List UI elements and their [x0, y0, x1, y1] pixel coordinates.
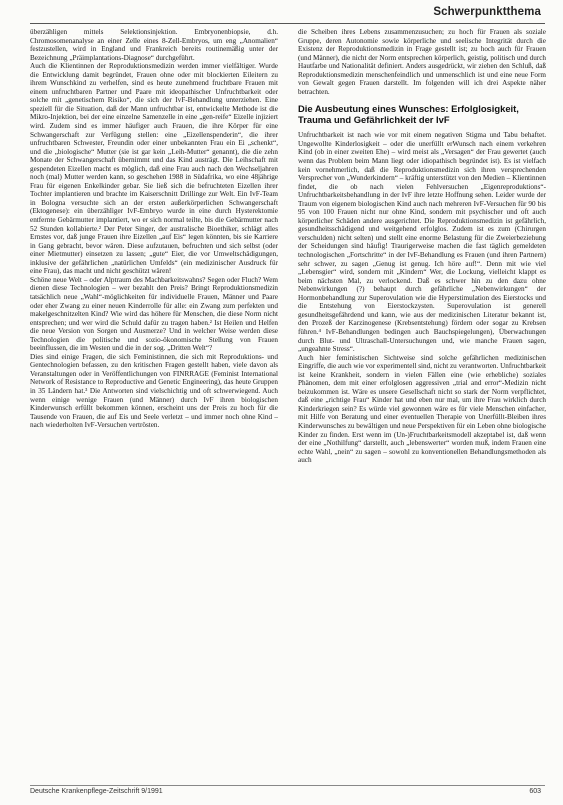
page-number: 603	[529, 788, 541, 795]
journal-citation: Deutsche Krankenpflege-Zeitschrift 9/1991	[30, 788, 163, 795]
right-text-column	[298, 28, 546, 465]
header-divider	[30, 23, 545, 24]
body-paragraph: die Scheiben ihres Lebens zusammenzusuchen; zu hoch für Frauen als soziale Gruppe, deren Autonomie sowie körperliche und seelische Integrität durch die Existenz der Reproduktionsmedizin in Frage gestellt ist; zu hoch auch für Frauen (und Männer), die nicht der Norm entsprechen körperlich, geistig, politisch und durch Hautfarbe und Nationalität definiert. Anders ausgedrückt, wir ziehen den Schluß, daß Reproduktionsmedizin menschenfeindlich und unmenschlich ist und eine neue Form von Gewalt gegen Frauen darstellt. Im folgenden will ich drei Aspekte näher betrachten.	[298, 28, 546, 96]
footer-divider	[30, 785, 545, 786]
body-paragraph: Dies sind einige Fragen, die sich Feministinnen, die sich mit Reproduktions- und Gentechnologien befassen, zu den kritischen Fragen gestellt haben, viele davon als Veranstaltungen oder in Veröffentlichungen von FINRRAGE (Feminist International Network of Resistance to Reproductive and Genetic Engineering), das heute Gruppen in 35 Ländern hat.³ Die Antworten sind vielschichtig und oft schwerwiegend. Auch wenn einige wenige Frauen (und Männer) durch IvF ihren biologischen Kinderwunsch erfüllt bekommen können, erscheint uns der Preis zu hoch für die Tausende von Frauen, die auf Eis und Seele verletzt – und immer noch ohne Kind – nach wiederholten IvF-Versuchen vertrösten.	[30, 352, 278, 430]
body-paragraph: Auch hier feministischen Sichtweise sind solche gefährlichen medizinischen Eingriffe, die auch wie vor experimentell sind, nicht zu verantworten. Unfruchtbarkeit ist keine Krankheit, sondern in vielen Fällen eine (wie erhebliche) soziales Phänomen, dem mit einer erfolglosen aggressiven „trial and error“-Medizin nicht beizukommen ist. Wäre es unsere Gesellschaft nicht so stark der Norm verpflichtet, daß eine „richtige Frau“ Kinder hat und eben nur mal, um ihre Frau wirklich durch Kinderkriegen sein? Es würde viel gewonnen wäre es für viele Menschen einfacher, mit Hilfe von Beratung und einer eventuellen Therapie von Unerfüllt-Bleiben ihres Kinderwunsches zu bewältigen und neue Perspektiven für ein Leben ohne biologische Kinder zu finden. Erst wenn im (Un-)Fruchtbarkeitsmodell akzeptabel ist, daß wenn der eine „Nothilfung“ darstellt, auch „lebenswerter“ worden muß, indem Frauen eine echte Wahl, „nein“ zu sagen – sowohl zu konventionellen Behandlungsmethoden als auch	[298, 353, 546, 465]
left-text-column	[30, 28, 278, 430]
body-paragraph: überzähligen mittels Selektionsinjektion. Embryonenbiopsie, d.h. Chromosomenanalyse an einer Zelle eines 8-Zell-Embryos, um eng „Anomalien“ festzustellen, wird in England und Frankreich bereits routinemäßig unter der Bezeichnung „Präimplantations-Diagnose“ durchgeführt.	[30, 28, 278, 62]
section-heading: Die Ausbeutung eines Wunsches: Erfolglosigkeit, Trauma und Gefährlichkeit der IvF	[298, 103, 519, 126]
body-paragraph: Unfruchtbarkeit ist nach wie vor mit einem negativen Stigma und Tabu behaftet. Ungewollte Kinderlosigkeit – oder die unerfüllt erWunsch nach einem verkehren Kind (ob in einer zweiten Ehe) – wird meist als „Versagen“ der Frau gewertet (auch wenn das Problem beim Mann liegt oder idiopathisch begründet ist). Es ist vielfach kein vornehmerlich, daß die Reproduktionsmedizin sich ihren versprechenden Versprecher von „Wunderkindern“ – kräftig unterstützt von den Medien – Klientinnen findet, die ob nach vielen Fehlversuchen „Eigenreproduktions“-Unfruchtbarkeitsbehandlung in der IvF ihre letzte Hoffnung sehen. Leider wurde der Traum von eigenem biologischen Kind auch nach mehreren IvF-Versuchen für 90 bis 95 von 100 Frauen nicht nur ohne Kind, sondern mit psychischer und oft auch körperlicher Schäden andere ausgerichtet. Die Reproduktionsmedizin ist gefährlich, gesundheitsschädigend und weitgehend erfolglos. Zudem ist es zum (Chirurgen verschulden) nicht selten) und stellt eine enorme Belastung für die Zweierbeziehung der Scheidungen sind häufig! Traurigerweise machen die fast täglich gemeldeten technologischen „Fortschritte“ in der IvF-Behandlung es Frauen (und ihren Partnern) sehr schwer, zu sagen „Genug ist genug. Ich höre auf!“. Denn mit wie viel „Lebensgier“ wird, sondern mit „Kindern“ Wer, die Lockung, vielleicht klappt es beim nächsten Mal, zu verlockend. Daß es schwer hin zu den dazu ohne Nebenwirkungen (?) behaupt durch gefährliche „Nebenwirkungen“ der Hormonbehandlung zur Superovulation wie die Hyperstimulation des Eierstocks und die Entstehung von Eierstockzysten. Superovulation ist generell gesundheitsgefährdend und kann, wie aus der medizinischen Literatur bekannt ist, den Prozeß der Karzinogenese (Krebsentstehung) fördern oder sogar zu Krebsen führen.⁴ IvF-Behandlungen bedingen auch Bauchspiegelungen), Überwachungen durch Blut- und Ultraschall-Untersuchungen und, wie manche Frauen sagen, „ungeahnte Stress“.	[298, 131, 546, 354]
section-label: Schwerpunktthema	[433, 6, 541, 18]
body-paragraph: Auch die Klientinnen der Reproduktionsmedizin werden immer vielfältiger. Wurde die Entwicklung damit begründet, Frauen ohne oder mit blockierten Eileitern zu ihrem Wunschkind zu verhelfen, sind es heute zunehmend fruchtbare Frauen mit einem unfruchtbaren Partner und Paare mit ideopathischer Unfruchtbarkeit oder solche mit „genetischem Risiko“, die sich der IvF-Behandlung unterziehen. Eine speziell für die Situation, daß der Mann unfruchtbar ist, entwickelte Methode ist die Mikro-Injektion, bei der eine einzelne Samenzelle in eine „gen-reife“ Eizelle injiziert wird. Zudem sind es immer häufiger auch Frauen, die ihre Körper für eine Schwangerschaft zur Verfügung stellen: eine „Eizellenspenderin“, die ihrer unfruchtbaren Schwester, Freundin oder einer unbekannten Frau ein Ei „schenkt“, und die „biologische“ Mutter (sie ist gar kein „Leih-Mutter“ genannt), die die zehn Monate der Schwangerschaft übernimmt und das Kind austrägt. Die Leihschaft mit gespendeten Eizellen macht es möglich, daß eine Frau auch nach den Wechseljahren noch (mal) Mutter werden kann, so geschehen 1988 in Südafrika, wo eine 48jährige Frau für eigenen Enkelkinder gebar. Sie ließ sich die befruchteten Eizellen ihrer Tochter implantieren und brachte im Kaiserschnitt Drillinge zur Welt. Ein IvF-Team in Bologna versuchte sich an der ersten außerkörperlichen Schwangerschaft (Ektogenese): ein überzähliger IvF-Embryo wurde in eine durch Hysterektomie entfernte Gebärmutter implantiert, wo er sich normal teilte, bis die Gebärmutter nach 52 Stunden kollabierte.² Der Peter Singer, der australische Bioethiker, schlägt alles Ernstes vor, daß junge Frauen ihre Eizellen „auf Eis“ legen könnten, bis sie Karriere in Gang gebracht, bevor wären. Diese aufzutauen, befruchten und sich selbst (oder einer Mietmutter) einsetzen zu lassen; „gute“ Eier, die vor Umweltschädigungen, inklusive der gefährlichen „natürlichen Umfelds“ (ein medizinischer Ausdruck für eine Frau), das macht und nicht geschützt wären!	[30, 62, 278, 276]
body-paragraph: Schöne neue Welt – oder Alptraum des Machbarkeitswahns? Segen oder Fluch? Wem dienen diese Technologien – wer bezahlt den Preis? Bringt Reproduktionsmedizin tatsächlich neue „Wahl“-möglichkeiten für individuelle Frauen, Männer und Paare oder eher Zwang zu einer neuen Kinderrolle für alle: ein Zwang zum perfekten und makelgeschnitzelten Kind? Wie wird das höhere für Menschen, die diese Norm nicht entsprechen; und wer wird die Schuld dafür zu tragen haben.² Ist Heilen und Helfen die neue Version von Sorgen und Ausmerze? Und in welcher Weise werden diese Technologien die politische und sozio-ökonomische Stellung von Frauen beeinflussen, die im Westen und die in der sog. „Dritten Welt“?	[30, 275, 278, 353]
